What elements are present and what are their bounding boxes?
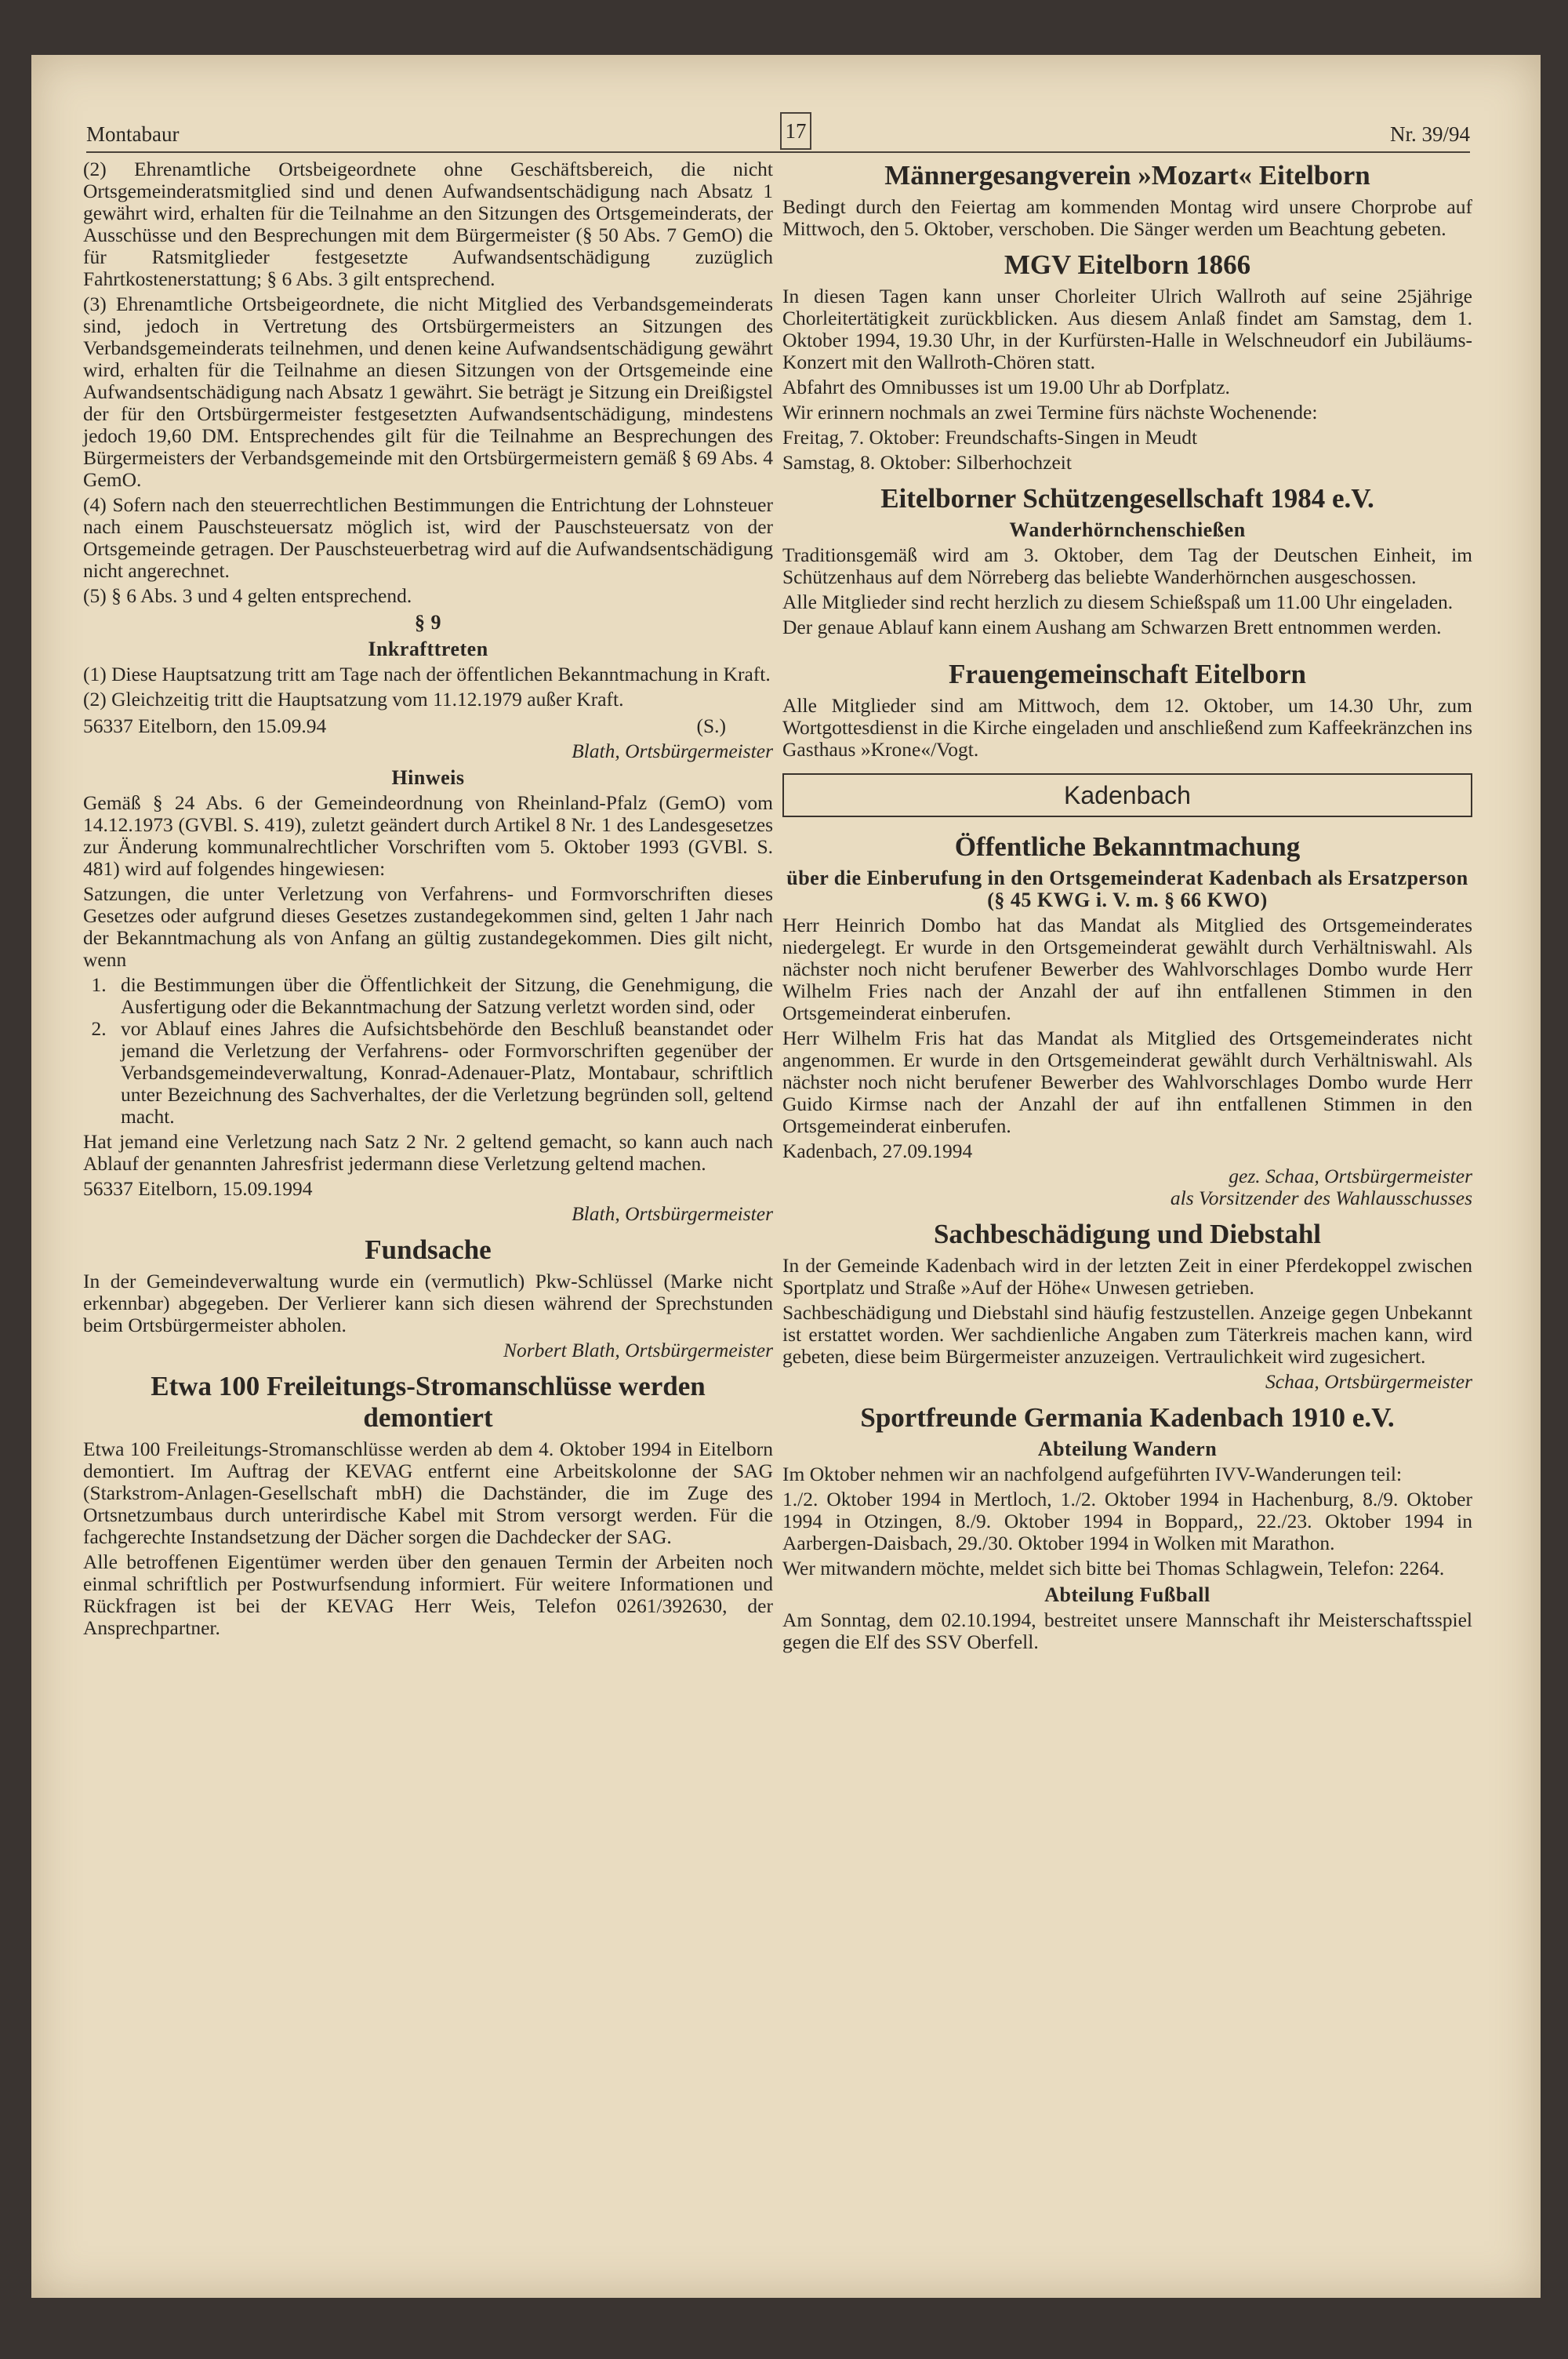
paragraph: Wir erinnern nochmals an zwei Termine fürs nächste Wochenende: (782, 401, 1318, 423)
paragraph: Herr Heinrich Dombo hat das Mandat als Mitglied des Ortsgemeinderates niedergelegt. Er wurde in den Ortsgemeinderat gewählt durch Verhältniswahl. Als nächster noch nicht berufener Bewerber des Wahlvorschlages Dombo wurde Herr Wilhelm Fries nach der Anzahl der auf ihn entfallenen Stimmen in den Ortsgemeinderat einberufen. (782, 914, 1472, 1024)
article-title: Etwa 100 Freileitungs-Stromanschlüsse werden demontiert (151, 1371, 706, 1433)
left-column (83, 158, 773, 1642)
paragraph: Herr Wilhelm Fris hat das Mandat als Mitglied des Ortsgemeinderates nicht angenommen. Er wurde in den Ortsgemeinderat gewählt durch Verhältniswahl. Als nächster noch nicht berufener Bewerber des Wahlvorschlages Dombo wurde Herr Guido Kirmse nach der Anzahl der auf ihn entfallenen Stimmen in den Ortsgemeinderat einberufen. (782, 1027, 1472, 1137)
article-title: Frauengemeinschaft Eitelborn (949, 659, 1306, 689)
section-number: § 9 (415, 611, 441, 634)
article-subtitle: Wanderhörnchenschießen (1009, 518, 1246, 541)
article-title: Öffentliche Bekanntmachung (954, 831, 1301, 862)
signature: Blath, Ortsbürgermeister (572, 1202, 773, 1225)
place-date: 56337 Eitelborn, 15.09.1994 (83, 1177, 313, 1200)
article-subtitle: Abteilung Fußball (1044, 1583, 1210, 1606)
place-date: 56337 Eitelborn, den 15.09.94 (83, 714, 327, 737)
paragraph: In diesen Tagen kann unser Chorleiter Ulrich Wallroth auf seine 25jährige Chorleitertätigkeit zurückblicken. Aus diesem Anlaß findet am Samstag, dem 1. Oktober 1994, 19.30 Uhr, in der Kurfürsten-Halle in Welschneudorf ein Jubiläums-Konzert mit den Wallroth-Chören statt. (782, 285, 1472, 373)
signature: Norbert Blath, Ortsbürgermeister (503, 1339, 773, 1361)
paragraph: (4) Sofern nach den steuerrechtlichen Bestimmungen die Entrichtung der Lohnsteuer nach einem Pauschsteuersatz möglich ist, wird der Pauschsteuersatz von der Ortsgemeinde getragen. Der Pauschsteuerbetrag wird auf die Aufwandsentschädigung nicht angerechnet. (83, 493, 773, 582)
place-date: Kadenbach, 27.09.1994 (782, 1140, 973, 1162)
article-title: Fundsache (365, 1234, 492, 1265)
paragraph: Freitag, 7. Oktober: Freundschafts-Singen in Meudt (782, 426, 1198, 449)
paragraph: Der genaue Ablauf kann einem Aushang am Schwarzen Brett entnommen werden. (782, 616, 1442, 638)
paragraph: Gemäß § 24 Abs. 6 der Gemeindeordnung von Rheinland-Pfalz (GemO) vom 14.12.1973 (GVBl. S. 419), zuletzt geändert durch Artikel 8 Nr. 1 des Landesgesetzes zur Änderung kommunalrechtlicher Vorschriften vom 5. Oktober 1993 (GVBl. S. 481) wird auf folgendes hingewiesen: (83, 791, 773, 880)
header-place: Montabaur (86, 122, 180, 146)
paragraph: 1./2. Oktober 1994 in Mertloch, 1./2. Oktober 1994 in Hachenburg, 8./9. Oktober 1994 in Otzingen, 8./9. Oktober 1994 in Boppard,, 22./23. Oktober 1994 in Aarbergen-Daisbach, 29./30. Oktober 1994 in Wolken mit Marathon. (782, 1488, 1472, 1554)
locality-box: Kadenbach (782, 773, 1472, 817)
list-item: 1. die Bestimmungen über die Öffentlichkeit der Sitzung, die Genehmigung, die Ausfertigung oder die Bekanntmachung der Satzung verletzt worden sind, oder (111, 974, 773, 1018)
paragraph: Sachbeschädigung und Diebstahl sind häufig festzustellen. Anzeige gegen Unbekannt ist erstattet worden. Wer sachdienliche Angaben zum Täterkreis machen kann, wird gebeten, diese beim Bürgermeister anzuzeigen. Vertraulichkeit wird zugesichert. (782, 1301, 1472, 1368)
signature-role: als Vorsitzender des Wahlausschusses (1170, 1187, 1472, 1209)
paragraph: Traditionsgemäß wird am 3. Oktober, dem Tag der Deutschen Einheit, im Schützenhaus auf dem Nörreberg das beliebte Wanderhörnchen ausgeschossen. (782, 543, 1472, 588)
seal-mark: (S.) (696, 714, 726, 737)
paragraph: Am Sonntag, dem 02.10.1994, bestreitet unsere Mannschaft ihr Meisterschaftsspiel gegen die Elf des SSV Oberfell. (782, 1608, 1472, 1653)
issue-number: Nr. 39/94 (1389, 122, 1470, 146)
paragraph: (5) § 6 Abs. 3 und 4 gelten entsprechend. (83, 584, 412, 607)
article-title: Männergesangverein »Mozart« Eitelborn (884, 160, 1370, 191)
paragraph: (3) Ehrenamtliche Ortsbeigeordnete, die nicht Mitglied des Verbandsgemeinderats sind, jedoch in Vertretung des Ortsbürgermeisters an Sitzungen des Verbandsgemeinderats teilnehmen, und denen keine Aufwandsentschädigung gewährt wird, erhalten für die Teilnahme an diesen Sitzungen von der Ortsgemeinde eine Aufwandsentschädigung nach Absatz 1 gewährt. Sie beträgt je Sitzung ein Dreißigstel der für den Ortsbürgermeister festgesetzten Aufwandsentschädigung, mindestens jedoch 19,60 DM. Entsprechendes gilt für die Teilnahme an Besprechungen des Bürgermeisters der Verbandsgemeinde mit den Ortsbürgermeistern gemäß § 69 Abs. 4 GemO. (83, 293, 773, 491)
signature: Schaa, Ortsbürgermeister (1265, 1370, 1472, 1393)
paragraph: (2) Gleichzeitig tritt die Hauptsatzung vom 11.12.1979 außer Kraft. (83, 688, 624, 711)
paragraph: Alle Mitglieder sind recht herzlich zu diesem Schießspaß um 11.00 Uhr eingeladen. (782, 591, 1454, 613)
paragraph: Alle Mitglieder sind am Mittwoch, dem 12. Oktober, um 14.30 Uhr, zum Wortgottesdienst in die Kirche eingeladen und anschließend zum Kaffeekränzchen ins Gasthaus »Krone«/Vogt. (782, 694, 1472, 761)
paragraph: Samstag, 8. Oktober: Silberhochzeit (782, 451, 1072, 474)
paragraph: Satzungen, die unter Verletzung von Verfahrens- und Formvorschriften dieses Gesetzes oder aufgrund dieses Gesetzes zustandegekommen sind, gelten 1 Jahr nach der Bekanntmachung als von Anfang an gültig zustandegekommen. Dies gilt nicht, wenn (83, 882, 773, 971)
article-subtitle: Abteilung Wandern (1037, 1438, 1218, 1460)
place-date-line (83, 715, 773, 737)
page-number: 17 (780, 112, 811, 150)
paragraph: In der Gemeindeverwaltung wurde ein (vermutlich) Pkw-Schlüssel (Marke nicht erkennbar) abgegeben. Der Verlierer kann sich diesen während der Sprechstunden beim Ortsbürgermeister abholen. (83, 1270, 773, 1336)
article-title: Sachbeschädigung und Diebstahl (933, 1219, 1322, 1249)
signature: gez. Schaa, Ortsbürgermeister (1229, 1165, 1472, 1187)
paragraph: Etwa 100 Freileitungs-Stromanschlüsse werden ab dem 4. Oktober 1994 in Eitelborn demontiert. Im Auftrag der KEVAG entfernt eine Arbeitskolonne der SAG (Starkstrom-Anlagen-Gesellschaft mbH) die Dachständer, die im Zuge des Ortsnetzumbaus durch unterirdische Kabel mit Strom versorgt werden. Für die fachgerechte Instandsetzung der Dächer sorgen die Dachdecker der SAG. (83, 1438, 773, 1548)
article-title: MGV Eitelborn 1866 (1004, 249, 1251, 280)
signature: Blath, Ortsbürgermeister (572, 740, 773, 762)
article-title: Eitelborner Schützengesellschaft 1984 e.V. (880, 483, 1374, 514)
paragraph: Hat jemand eine Verletzung nach Satz 2 Nr. 2 geltend gemacht, so kann auch nach Ablauf der genannten Jahresfrist jedermann diese Verletzung geltend machen. (83, 1130, 773, 1175)
article-subtitle: über die Einberufung in den Ortsgemeinderat Kadenbach als Ersatzperson (§ 45 KWG i. V. m. § 66 KWO) (786, 867, 1468, 911)
section-heading: Hinweis (391, 766, 465, 789)
paragraph: (2) Ehrenamtliche Ortsbeigeordnete ohne Geschäftsbereich, die nicht Ortsgemeinderatsmitglied sind und denen Aufwandsentschädigung nach Absatz 1 gewährt wird, erhalten für die Teilnahme an den Sitzungen des Ortsgemeinderats, der Ausschüsse und den Besprechungen mit dem Bürgermeister (§ 50 Abs. 7 GemO) die für Ratsmitglieder festgesetzte Aufwandsentschädigung zuzüglich Fahrtkostenerstattung; § 6 Abs. 3 gilt entsprechend. (83, 158, 773, 290)
paragraph: Abfahrt des Omnibusses ist um 19.00 Uhr ab Dorfplatz. (782, 376, 1230, 398)
page-header (86, 112, 1470, 153)
numbered-list (83, 974, 773, 1128)
list-item: 2. vor Ablauf eines Jahres die Aufsichtsbehörde den Beschluß beanstandet oder jemand die Verletzung der Verfahrens- oder Formvorschriften gegenüber der Verbandsgemeindeverwaltung, Konrad-Adenauer-Platz, Montabaur, schriftlich unter Bezeichnung des Sachverhaltes, der die Verletzung begründen soll, geltend macht. (111, 1018, 773, 1128)
paragraph: Bedingt durch den Feiertag am kommenden Montag wird unsere Chorprobe auf Mittwoch, den 5. Oktober, verschoben. Die Sänger werden um Beachtung gebeten. (782, 195, 1472, 240)
paragraph: Wer mitwandern möchte, meldet sich bitte bei Thomas Schlagwein, Telefon: 2264. (782, 1557, 1445, 1579)
paragraph: (1) Diese Hauptsatzung tritt am Tage nach der öffentlichen Bekanntmachung in Kraft. (83, 663, 771, 685)
paragraph: Im Oktober nehmen wir an nachfolgend aufgeführten IVV-Wanderungen teil: (782, 1463, 1403, 1485)
newspaper-page (31, 55, 1541, 2298)
paragraph: Alle betroffenen Eigentümer werden über den genauen Termin der Arbeiten noch einmal schriftlich per Postwurfsendung informiert. Für weitere Informationen und Rückfragen ist bei der KEVAG Herr Weis, Telefon 0261/392630, der Ansprechpartner. (83, 1550, 773, 1639)
paragraph: In der Gemeinde Kadenbach wird in der letzten Zeit in einer Pferdekoppel zwischen Sportplatz und Straße »Auf der Höhe« Unwesen getrieben. (782, 1254, 1472, 1299)
scan-background (0, 2298, 1568, 2359)
right-column (782, 158, 1472, 1656)
article-title: Sportfreunde Germania Kadenbach 1910 e.V. (860, 1402, 1395, 1433)
section-heading: Inkrafttreten (368, 638, 488, 660)
